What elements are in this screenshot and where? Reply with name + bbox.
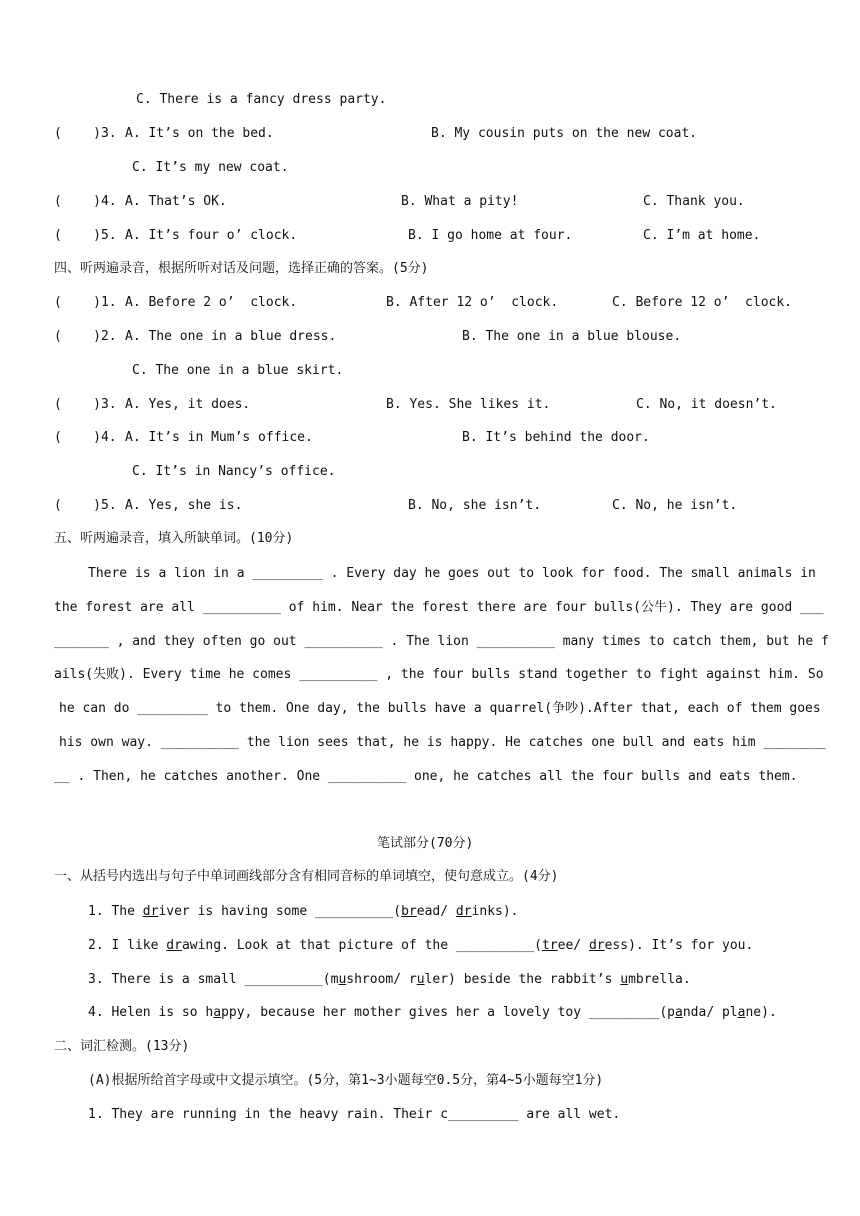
phonics-item: 1. The driver is having some __________(bread/ drinks).: [88, 904, 519, 919]
answer-paren: ( )3.: [54, 126, 117, 141]
vocab-item: 1. They are running in the heavy rain. Their c_________ are all wet.: [88, 1107, 621, 1122]
option-a: A. Yes, it does.: [125, 397, 251, 412]
passage-line: __ . Then, he catches another. One __________ one, he catches all the four bulls and eats them.: [54, 769, 798, 784]
part-heading: 笔试部分(70分): [377, 836, 474, 851]
option-a: A. Yes, she is.: [125, 498, 243, 513]
passage-line: he can do _________ to them. One day, the bulls have a quarrel(争吵).After that, each of them goes: [59, 701, 821, 716]
section-title: 二、词汇检测。(13分): [54, 1039, 190, 1054]
phonics-item: 4. Helen is so happy, because her mother gives her a lovely toy _________(panda/ plane).: [88, 1005, 777, 1020]
passage-line: ails(失败). Every time he comes __________ , the four bulls stand together to fight against him. So: [54, 667, 824, 682]
answer-paren: ( )4.: [54, 430, 117, 445]
answer-paren: ( )2.: [54, 329, 117, 344]
option-b: B. Yes. She likes it.: [386, 397, 551, 412]
passage-line: the forest are all __________ of him. Near the forest there are four bulls(公牛). They are good ___: [54, 600, 824, 615]
option-c: C. The one in a blue skirt.: [132, 363, 344, 378]
option-a: A. That’s OK.: [125, 194, 227, 209]
phonics-item: 2. I like drawing. Look at that picture of the __________(tree/ dress). It’s for you.: [88, 938, 754, 953]
answer-blank[interactable]: c_________: [440, 1107, 519, 1122]
option-c: C. There is a fancy dress party.: [136, 92, 387, 107]
option-b: B. It’s behind the door.: [462, 430, 650, 445]
option-b: B. What a pity!: [401, 194, 519, 209]
option-b: B. After 12 o’ clock.: [386, 295, 559, 310]
option-a: A. The one in a blue dress.: [125, 329, 337, 344]
passage-line: _______ , and they often go out __________ . The lion __________ many times to catch them, but he f: [54, 634, 829, 649]
answer-paren: ( )1.: [54, 295, 117, 310]
option-b: B. My cousin puts on the new coat.: [431, 126, 698, 141]
answer-paren: ( )5.: [54, 228, 117, 243]
passage-line: There is a lion in a _________ . Every day he goes out to look for food. The small animals in: [88, 566, 816, 581]
option-c: C. Thank you.: [643, 194, 745, 209]
answer-paren: ( )3.: [54, 397, 117, 412]
option-b: B. The one in a blue blouse.: [462, 329, 682, 344]
answer-paren: ( )5.: [54, 498, 117, 513]
option-a: A. It’s on the bed.: [125, 126, 274, 141]
option-a: A. It’s four o’ clock.: [125, 228, 298, 243]
option-c: C. No, it doesn’t.: [636, 397, 777, 412]
option-b: B. I go home at four.: [408, 228, 573, 243]
option-a: A. It’s in Mum’s office.: [125, 430, 313, 445]
option-b: B. No, she isn’t.: [408, 498, 542, 513]
phonics-item: 3. There is a small __________(mushroom/ ruler) beside the rabbit’s umbrella.: [88, 972, 691, 987]
section-title: 五、听两遍录音，填入所缺单词。(10分): [54, 531, 294, 546]
subsection-title: (A)根据所给首字母或中文提示填空。(5分，第1~3小题每空0.5分，第4~5小题每空1分): [88, 1073, 604, 1088]
answer-paren: ( )4.: [54, 194, 117, 209]
option-c: C. No, he isn’t.: [612, 498, 738, 513]
option-c: C. Before 12 o’ clock.: [612, 295, 793, 310]
passage-line: his own way. __________ the lion sees that, he is happy. He catches one bull and eats him ________: [59, 735, 827, 750]
option-c: C. It’s my new coat.: [132, 160, 289, 175]
option-a: A. Before 2 o’ clock.: [125, 295, 298, 310]
section-title: 一、从括号内选出与句子中单词画线部分含有相同音标的单词填空，使句意成立。(4分): [54, 869, 559, 884]
section-title: 四、听两遍录音，根据所听对话及问题，选择正确的答案。(5分): [54, 261, 429, 276]
option-c: C. It’s in Nancy’s office.: [132, 464, 336, 479]
option-c: C. I’m at home.: [643, 228, 761, 243]
